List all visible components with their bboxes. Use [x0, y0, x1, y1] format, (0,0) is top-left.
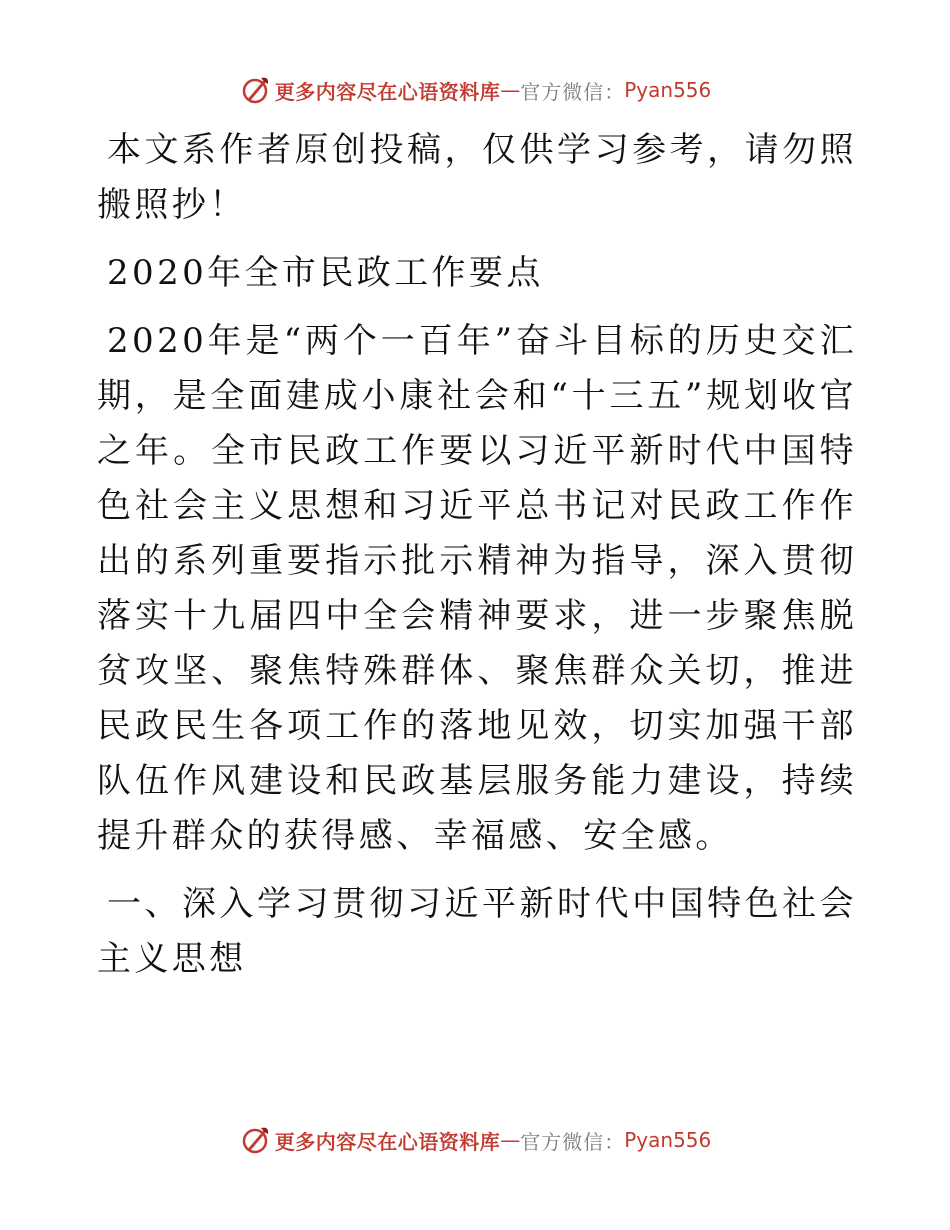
- watermark-official-label: 官方微信: [520, 79, 605, 104]
- section-heading-1: 一、深入学习贯彻习近平新时代中国特色社会主义思想: [97, 884, 857, 979]
- watermark-official-label: 官方微信: [520, 1129, 605, 1154]
- watermark-site-text: 更多内容尽在心语资料库: [274, 1129, 501, 1154]
- intro-paragraph: 2020年是“两个一百年”奋斗目标的历史交汇期，是全面建成小康社会和“十三五”规划收官之年。全市民政工作要以习近平新时代中国特色社会主义思想和习近平总书记对民政工作作出的系列重要指示批示精神为指导，深入贯彻落实十九届四中全会精神要求，进一步聚焦脱贫攻坚、聚焦特殊群体、聚焦群众关切，推进民政民生各项工作的落地见效，切实加强干部队伍作风建设和民政基层服务能力建设，持续提升群众的获得感、幸福感、安全感。: [97, 321, 857, 856]
- footer-watermark: [0, 1122, 950, 1158]
- watermark-colon: ：: [604, 1129, 625, 1154]
- watermark-colon: ：: [604, 79, 625, 104]
- document-body: [97, 123, 857, 1000]
- watermark-dash: —: [500, 1128, 521, 1152]
- quill-pen-logo-icon: [239, 74, 271, 106]
- copyright-notice: 本文系作者原创投稿，仅供学习参考，请勿照搬照抄！: [97, 130, 857, 225]
- header-watermark: [0, 72, 950, 108]
- watermark-dash: —: [500, 78, 521, 102]
- quill-pen-logo-icon: [239, 1124, 271, 1156]
- watermark-wechat-id: Pyan556: [624, 78, 712, 102]
- document-title: 2020年全市民政工作要点: [107, 253, 544, 293]
- watermark-wechat-id: Pyan556: [624, 1128, 712, 1152]
- watermark-site-text: 更多内容尽在心语资料库: [274, 79, 501, 104]
